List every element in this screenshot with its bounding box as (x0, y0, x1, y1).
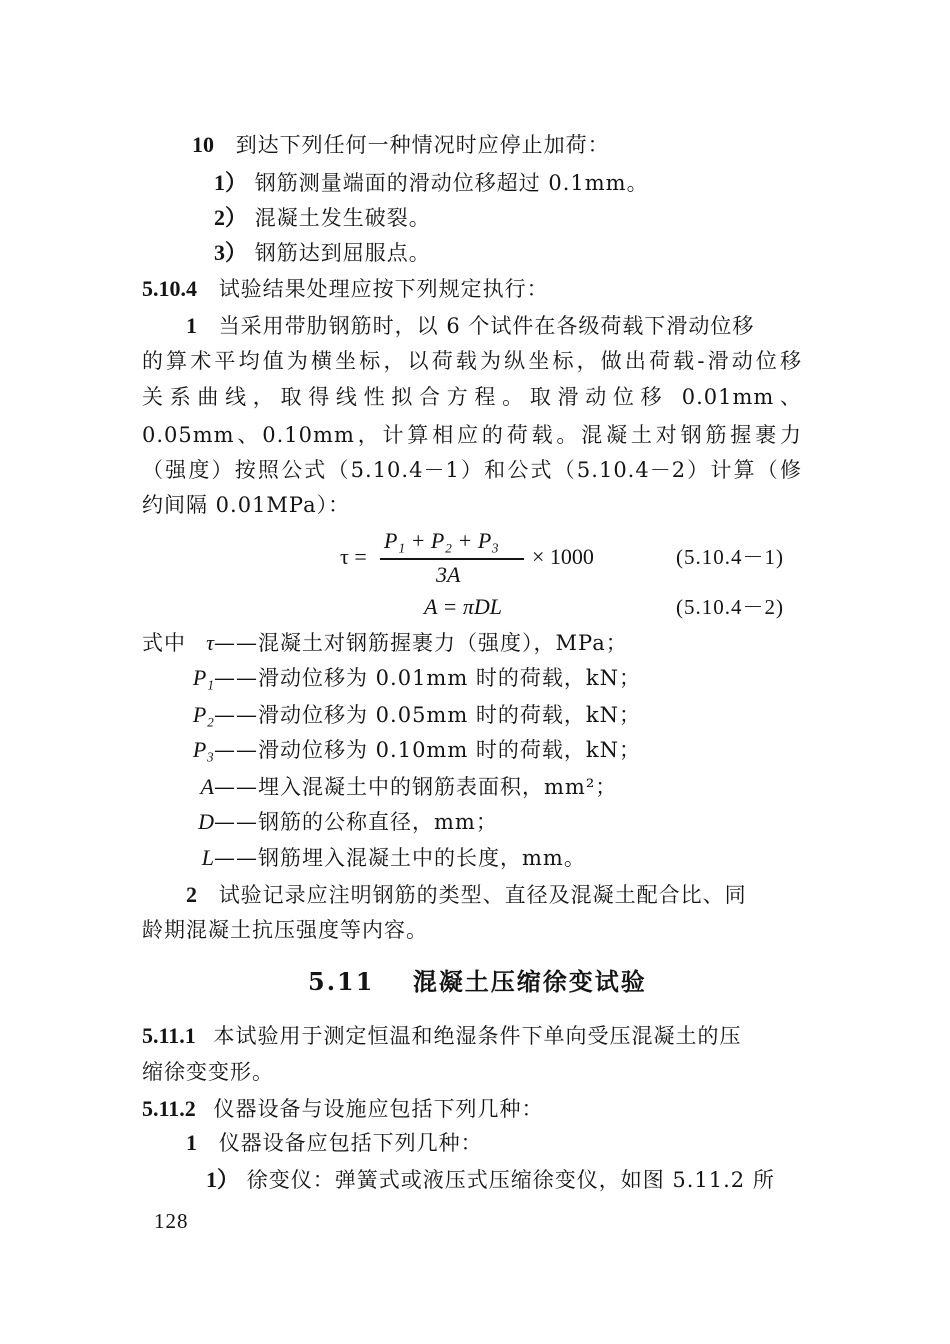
formula-numerator: P₁ + P₂ + P₃ (384, 528, 499, 553)
item-text: 徐变仪：弹簧式或液压式压缩徐变仪，如图 5.11.2 所 (246, 1168, 775, 1192)
formula-tag: (5.10.4－1) (676, 545, 784, 569)
formula-tag: (5.10.4－2) (676, 595, 784, 619)
paragraph-1-line: （强度）按照公式（5.10.4－1）和公式（5.10.4－2）计算（修 (142, 458, 802, 482)
definition-text: ——滑动位移为 0.05mm 时的荷载，kN； (214, 703, 642, 727)
list-item (214, 238, 431, 268)
paragraph-1-line: 的算术平均值为横坐标，以荷载为纵坐标，做出荷载-滑动位移 (142, 349, 802, 373)
formula-2: A = πDL (424, 594, 503, 619)
clause-text: 本试验用于测定恒温和绝湿条件下单向受压混凝土的压 (213, 1024, 742, 1048)
paragraph-1-line: 0.05mm、0.10mm，计算相应的荷载。混凝土对钢筋握裹力 (142, 423, 802, 447)
clause-number: 5.11.2 (142, 1096, 196, 1121)
definition-text: ——混凝土对钢筋握裹力（强度），MPa； (214, 631, 628, 655)
symbol: A (200, 774, 214, 799)
item-text: 钢筋测量端面的滑动位移超过 0.1mm。 (254, 171, 649, 195)
section-title: 混凝土压缩徐变试验 (412, 967, 647, 996)
clause-text-line: 缩徐变变形。 (142, 1060, 274, 1084)
definition-row (162, 663, 641, 693)
formula-rhs: × 1000 (532, 544, 594, 569)
item-text: 混凝土发生破裂。 (254, 206, 431, 230)
section-heading (308, 967, 647, 997)
formula-lhs: τ = (340, 544, 367, 569)
symbol: D (198, 809, 214, 834)
paragraph-1-line: 约间隔 0.01MPa）： (142, 493, 351, 517)
item-number: 1 (186, 1130, 197, 1155)
paragraph-number: 1 (186, 313, 197, 338)
paragraph-number: 2 (186, 882, 197, 907)
where-label: 式中 (142, 631, 186, 655)
symbol: P₂ (192, 702, 214, 727)
definition-row (162, 807, 498, 837)
paragraph-1-line (186, 311, 754, 341)
clause-number: 5.10.4 (142, 276, 197, 301)
item-number: 1） (214, 170, 248, 195)
definition-row (162, 700, 641, 730)
paragraph-2-line: 龄期混凝土抗压强度等内容。 (142, 918, 428, 942)
clause-5-10-4 (142, 274, 549, 304)
clause-number: 10 (192, 132, 214, 157)
item-text: 钢筋达到屈服点。 (254, 241, 431, 265)
section-number: 5.11 (308, 967, 375, 996)
symbol: P₃ (192, 737, 214, 762)
definition-text: ——滑动位移为 0.01mm 时的荷载，kN； (214, 666, 642, 690)
definition-row (162, 843, 586, 873)
symbol: P₁ (192, 665, 214, 690)
paragraph-1-line: 关系曲线，取得线性拟合方程。取滑动位移 0.01mm、 (142, 385, 802, 409)
list-item (186, 1128, 483, 1158)
clause-text: 仪器设备与设施应包括下列几种： (213, 1097, 544, 1121)
definition-row (162, 735, 641, 765)
definition-text: ——钢筋埋入混凝土中的长度，mm。 (214, 846, 586, 870)
paragraph-text: 试验记录应注明钢筋的类型、直径及混凝土配合比、同 (218, 883, 747, 907)
item-number: 3） (214, 240, 248, 265)
item-number: 1） (206, 1167, 240, 1192)
clause-5-11-1 (142, 1021, 741, 1051)
clause-number: 5.11.1 (142, 1023, 196, 1048)
symbol: L (201, 845, 214, 870)
list-item (206, 1165, 775, 1195)
definition-text: ——钢筋的公称直径，mm； (214, 810, 498, 834)
paragraph-2-line (186, 880, 747, 910)
definition-text: ——滑动位移为 0.10mm 时的荷载，kN； (214, 738, 642, 762)
list-item (214, 203, 431, 233)
definition-row (184, 628, 628, 658)
clause-text: 到达下列任何一种情况时应停止加荷： (235, 133, 610, 157)
clause-text: 试验结果处理应按下列规定执行： (218, 277, 549, 301)
list-item (214, 168, 649, 198)
clause-5-11-2 (142, 1094, 543, 1124)
definition-text: ——埋入混凝土中的钢筋表面积，mm²； (214, 775, 618, 799)
item-number: 2） (214, 205, 248, 230)
definition-row (162, 772, 617, 802)
clause-10 (192, 130, 610, 160)
item-text: 仪器设备应包括下列几种： (218, 1131, 483, 1155)
symbol: τ (206, 630, 214, 655)
formula-denominator: 3A (436, 562, 461, 587)
paragraph-text: 当采用带肋钢筋时，以 6 个试件在各级荷载下滑动位移 (218, 314, 755, 338)
page-number: 128 (154, 1209, 189, 1233)
